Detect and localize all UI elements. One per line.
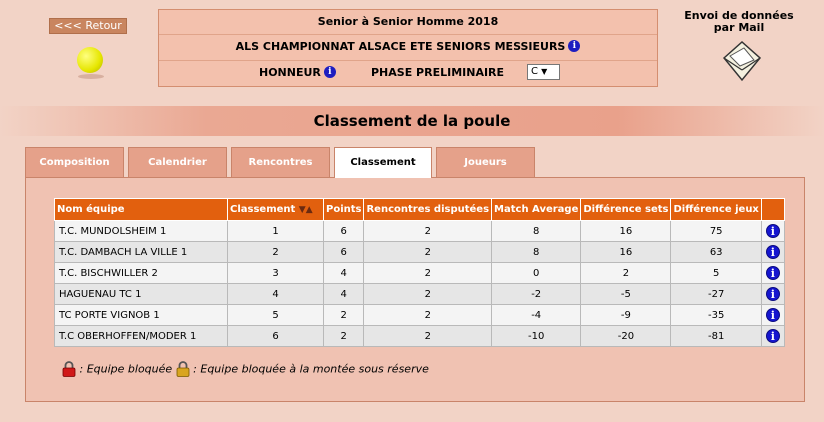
info-cell	[761, 326, 784, 347]
tab-classement[interactable]: Classement	[334, 147, 432, 178]
col-team-name[interactable]: Nom équipe	[55, 199, 228, 221]
value-cell: 2	[581, 263, 671, 284]
table-row	[55, 221, 785, 242]
col-info	[761, 199, 784, 221]
value-cell: -10	[492, 326, 581, 347]
value-cell: -81	[671, 326, 761, 347]
value-cell: 63	[671, 242, 761, 263]
value-cell: 2	[324, 326, 364, 347]
team-info-icon[interactable]: i	[766, 245, 780, 259]
legend-blocked-reserve: : Equipe bloquée à la montée sous réserve	[193, 362, 429, 376]
value-cell: -35	[671, 305, 761, 326]
info-cell	[761, 242, 784, 263]
competition-category: Senior à Senior Homme 2018	[317, 15, 499, 28]
value-cell: 75	[671, 221, 761, 242]
legend-blocked: : Equipe bloquée	[79, 362, 173, 376]
value-cell: 0	[492, 263, 581, 284]
table-row	[55, 263, 785, 284]
value-cell: 2	[228, 242, 324, 263]
table-row	[55, 305, 785, 326]
team-name-cell: HAGUENAU TC 1	[55, 284, 228, 305]
value-cell: 2	[364, 221, 492, 242]
lock-gold-icon	[176, 361, 190, 377]
tennis-ball-icon	[77, 47, 103, 73]
tab-rencontres[interactable]: Rencontres	[231, 147, 330, 177]
team-info-icon[interactable]: i	[766, 287, 780, 301]
legend	[62, 361, 429, 377]
mail-title: Envoi de données par Mail	[684, 9, 794, 34]
lock-red-icon	[62, 361, 76, 377]
value-cell: 16	[581, 242, 671, 263]
col-match-average[interactable]: Match Average	[492, 199, 581, 221]
page-title: Classement de la poule	[313, 112, 511, 130]
team-name-cell: T.C. MUNDOLSHEIM 1	[55, 221, 228, 242]
team-name-cell: TC PORTE VIGNOB 1	[55, 305, 228, 326]
value-cell: -20	[581, 326, 671, 347]
value-cell: 6	[228, 326, 324, 347]
ranking-table	[54, 198, 785, 347]
info-cell	[761, 263, 784, 284]
value-cell: -9	[581, 305, 671, 326]
team-name-cell: T.C. BISCHWILLER 2	[55, 263, 228, 284]
table-row	[55, 242, 785, 263]
value-cell: 1	[228, 221, 324, 242]
info-icon[interactable]: i	[324, 66, 336, 78]
phase-select[interactable]: C ▼	[527, 64, 560, 80]
value-cell: 2	[364, 305, 492, 326]
info-cell	[761, 305, 784, 326]
team-info-icon[interactable]: i	[766, 329, 780, 343]
value-cell: 4	[228, 284, 324, 305]
value-cell: -5	[581, 284, 671, 305]
tab-composition[interactable]: Composition	[25, 147, 124, 177]
ball-shadow	[78, 74, 104, 79]
info-cell	[761, 221, 784, 242]
value-cell: 5	[228, 305, 324, 326]
value-cell: 8	[492, 221, 581, 242]
value-cell: 5	[671, 263, 761, 284]
col-points[interactable]: Points	[324, 199, 364, 221]
division-label: HONNEUR i	[259, 66, 336, 79]
value-cell: 6	[324, 242, 364, 263]
mail-envelope-icon[interactable]	[722, 40, 762, 82]
info-cell	[761, 284, 784, 305]
tab-calendrier[interactable]: Calendrier	[128, 147, 227, 177]
col-set-difference[interactable]: Différence sets	[581, 199, 671, 221]
value-cell: 8	[492, 242, 581, 263]
team-info-icon[interactable]: i	[766, 224, 780, 238]
value-cell: -2	[492, 284, 581, 305]
team-info-icon[interactable]: i	[766, 266, 780, 280]
championship-name: ALS CHAMPIONNAT ALSACE ETE SENIORS MESSIEURS	[235, 40, 566, 53]
value-cell: 2	[364, 242, 492, 263]
value-cell: 2	[364, 326, 492, 347]
value-cell: -27	[671, 284, 761, 305]
value-cell: 16	[581, 221, 671, 242]
team-name-cell: T.C. DAMBACH LA VILLE 1	[55, 242, 228, 263]
col-game-difference[interactable]: Différence jeux	[671, 199, 761, 221]
value-cell: 3	[228, 263, 324, 284]
championship-name-row	[159, 40, 657, 53]
col-matches-played[interactable]: Rencontres disputées	[364, 199, 492, 221]
col-ranking[interactable]: Classement ▼▲	[228, 199, 324, 221]
table-row	[55, 326, 785, 347]
team-info-icon[interactable]: i	[766, 308, 780, 322]
back-button[interactable]: <<< Retour	[49, 18, 127, 34]
value-cell: 6	[324, 221, 364, 242]
table-row	[55, 284, 785, 305]
competition-header	[158, 9, 658, 87]
team-name-cell: T.C OBERHOFFEN/MODER 1	[55, 326, 228, 347]
phase-label: PHASE PRELIMINAIRE	[371, 66, 505, 79]
sort-icon: ▼▲	[298, 205, 313, 215]
value-cell: -4	[492, 305, 581, 326]
value-cell: 2	[364, 284, 492, 305]
value-cell: 2	[324, 305, 364, 326]
value-cell: 2	[364, 263, 492, 284]
info-icon[interactable]: i	[568, 40, 580, 52]
value-cell: 4	[324, 284, 364, 305]
value-cell: 4	[324, 263, 364, 284]
tab-joueurs[interactable]: Joueurs	[436, 147, 535, 177]
